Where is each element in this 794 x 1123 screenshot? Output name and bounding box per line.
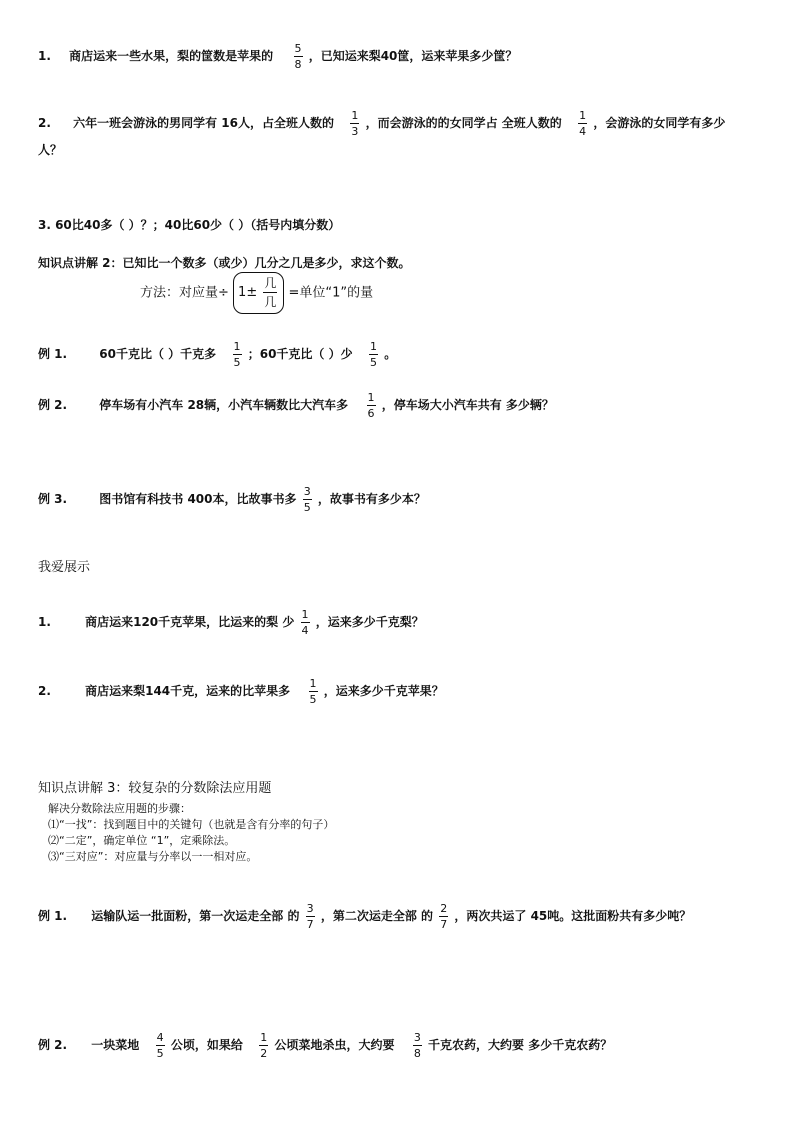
example-4: 例 1. 运输队运一批面粉，第一次运走全部 的 $\frac{3}{7}$ ，第二次运走全部 的 $\frac{2}{7}$ ，两次共运了 45吨。这批面粉共有多少吨？	[38, 902, 692, 931]
example-5: 例 2. 一块菜地 $\frac{4}{5}$ 公顷，如果给 $\frac{1}{2}$ 公顷菜地杀虫，大约要 $\frac{3}{8}$ 千克农药，大约要 多少千克农药？	[38, 1031, 613, 1060]
fraction: $\frac{3}{5}$	[303, 485, 311, 514]
step-1: ⑴“一找”：找到题目中的关键句（也就是含有分率的句子）	[48, 818, 335, 831]
fraction: $\frac{4}{5}$	[156, 1031, 164, 1060]
fraction: $\frac{3}{7}$	[306, 902, 314, 931]
fraction: $\frac{3}{8}$	[413, 1031, 421, 1060]
step-3: ⑶“三对应”：对应量与分率以一一相对应。	[48, 850, 258, 863]
section-title-show: 我爱展示	[38, 560, 91, 575]
fraction: $\frac{1}{5}$	[233, 340, 241, 369]
question-2: 2. 六年一班会游泳的男同学有 16人，占全班人数的 $\frac{1}{3}$ ，而会游泳的的女同学占 全班人数的 $\frac{1}{4}$ ，会游泳的女同学有多少	[38, 109, 726, 138]
example-1: 例 1. 60千克比（ ）千克多 $\frac{1}{5}$ ；60千克比（ ）少 $\frac{1}{5}$ 。	[38, 340, 397, 369]
fraction: $\frac{\text{几}}{\text{几}}$	[264, 276, 277, 309]
steps-list	[48, 801, 334, 865]
knowledge-point-3: 知识点讲解 3：较复杂的分数除法应用题	[38, 781, 272, 796]
show-question-1: 1. 商店运来120千克苹果，比运来的梨 少 $\frac{1}{4}$ ，运来多少千克梨？	[38, 608, 424, 637]
question-1: 1. 商店运来一些水果，梨的筐数是苹果的 $\frac{5}{8}$ ，已知运来梨40筐，运来苹果多少筐？	[38, 42, 518, 71]
step-2: ⑵“二定”，确定单位 “1”，定乘除法。	[48, 834, 236, 847]
step-intro: 解决分数除法应用题的步骤：	[48, 802, 191, 815]
show-question-2: 2. 商店运来梨144千克，运来的比苹果多 $\frac{1}{5}$ ，运来多少千克苹果？	[38, 677, 444, 706]
fraction: $\frac{1}{4}$	[301, 608, 309, 637]
fraction: $\frac{1}{3}$	[351, 109, 359, 138]
formula-parentheses: 1± $\frac{\text{几}}{\text{几}}$	[233, 272, 284, 314]
fraction: $\frac{1}{2}$	[260, 1031, 268, 1060]
fraction: $\frac{1}{5}$	[309, 677, 317, 706]
fraction: $\frac{1}{4}$	[579, 109, 587, 138]
fraction: $\frac{2}{7}$	[440, 902, 448, 931]
knowledge-point-2: 知识点讲解 2：已知比一个数多（或少）几分之几是多少，求这个数。	[38, 256, 411, 270]
question-3: 3. 60比40多（ ）？；40比60少（ ）（括号内填分数）	[38, 218, 341, 232]
example-2: 例 2. 停车场有小汽车 28辆，小汽车辆数比大汽车多 $\frac{1}{6}$ ，停车场大小汽车共有 多少辆？	[38, 391, 554, 420]
question-2-cont: 人？	[38, 143, 63, 157]
method-formula: 方法：对应量÷ 1± $\frac{\text{几}}{\text{几}}$ =单位“1”的量	[140, 272, 373, 314]
fraction: $\frac{1}{6}$	[367, 391, 375, 420]
fraction: $\frac{5}{8}$	[294, 42, 302, 71]
example-3: 例 3. 图书馆有科技书 400本，比故事书多 $\frac{3}{5}$ ，故事书有多少本？	[38, 485, 426, 514]
fraction: $\frac{1}{5}$	[370, 340, 377, 369]
